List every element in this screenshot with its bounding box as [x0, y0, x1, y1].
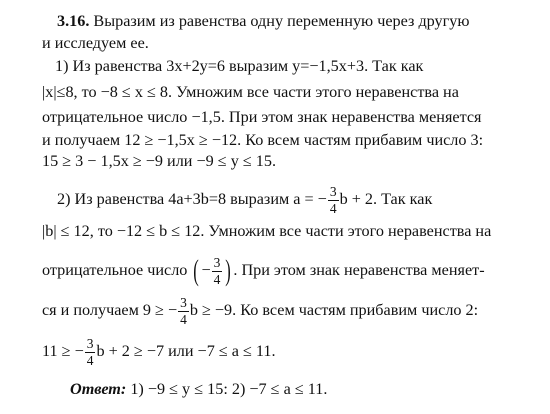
- part2-line-5: [42, 333, 550, 369]
- part1-line-4: и получаем 12 ≥ −1,5x ≥ −12. Ко всем частям прибавим число 3:: [42, 131, 484, 149]
- answer-label: Ответ:: [70, 380, 127, 398]
- fraction-denominator: 4: [86, 352, 94, 368]
- part1-line-5: 15 ≥ 3 − 1,5x ≥ −9 или −9 ≤ y ≤ 15.: [42, 152, 277, 170]
- fraction-minus: −: [201, 261, 211, 279]
- part2-line-1-end: b + 2. Так как: [339, 190, 433, 208]
- fraction-3-4: [178, 296, 189, 327]
- part1-line-1: 1) Из равенства 3x+2y=6 выразим y=−1,5x+3. Так как: [55, 57, 424, 75]
- fraction-3-4: [328, 185, 339, 216]
- part2-line-4-start: ся и получаем 9 ≥ −: [42, 301, 178, 319]
- intro-text-1: Выразим из равенства одну переменную через другую: [93, 12, 470, 30]
- fraction-numerator: 3: [213, 254, 221, 270]
- left-paren: (: [193, 254, 200, 288]
- fraction-3-4: [212, 256, 223, 287]
- fraction-denominator: 4: [213, 271, 221, 287]
- part2-line-1-start: 2) Из равенства 4a+3b=8 выразим a = −: [57, 190, 327, 208]
- part2-line-2: |b| ≤ 12, то −12 ≤ b ≤ 12. Умножим все части этого неравенства на: [42, 222, 492, 240]
- part2-line-5-start: 11 ≥ −: [42, 342, 84, 360]
- intro-line-1: [57, 11, 550, 31]
- answer-text: 1) −9 ≤ y ≤ 15: 2) −7 ≤ a ≤ 11.: [126, 380, 328, 398]
- part1-line-3: отрицательное число −1,5. При этом знак неравенства меняется: [42, 108, 482, 126]
- fraction-numerator: 3: [329, 183, 337, 199]
- part2-line-3-end: . При этом знак неравенства меняет-: [233, 261, 485, 279]
- right-paren: ): [225, 254, 232, 288]
- fraction-3-4: [85, 337, 96, 368]
- part2-line-1: [57, 182, 550, 216]
- part2-line-4-end: b ≥ −9. Ко всем частям прибавим число 2:: [189, 301, 479, 319]
- part2-line-3-start: отрицательное число: [42, 261, 188, 279]
- part2-line-3: [42, 250, 550, 290]
- part2-line-4: [42, 292, 550, 328]
- fraction-numerator: 3: [180, 294, 187, 310]
- intro-line-2: и исследуем ее.: [42, 34, 149, 52]
- problem-number: 3.16.: [57, 12, 90, 30]
- part2-line-5-end: b + 2 ≥ −7 или −7 ≤ a ≤ 11.: [96, 342, 276, 360]
- answer-line: [70, 379, 550, 399]
- part1-line-2: |x|≤8, то −8 ≤ x ≤ 8. Умножим все части этого неравенства на: [42, 83, 459, 101]
- fraction-numerator: 3: [86, 335, 94, 351]
- fraction-denominator: 4: [180, 311, 187, 327]
- fraction-denominator: 4: [329, 200, 337, 216]
